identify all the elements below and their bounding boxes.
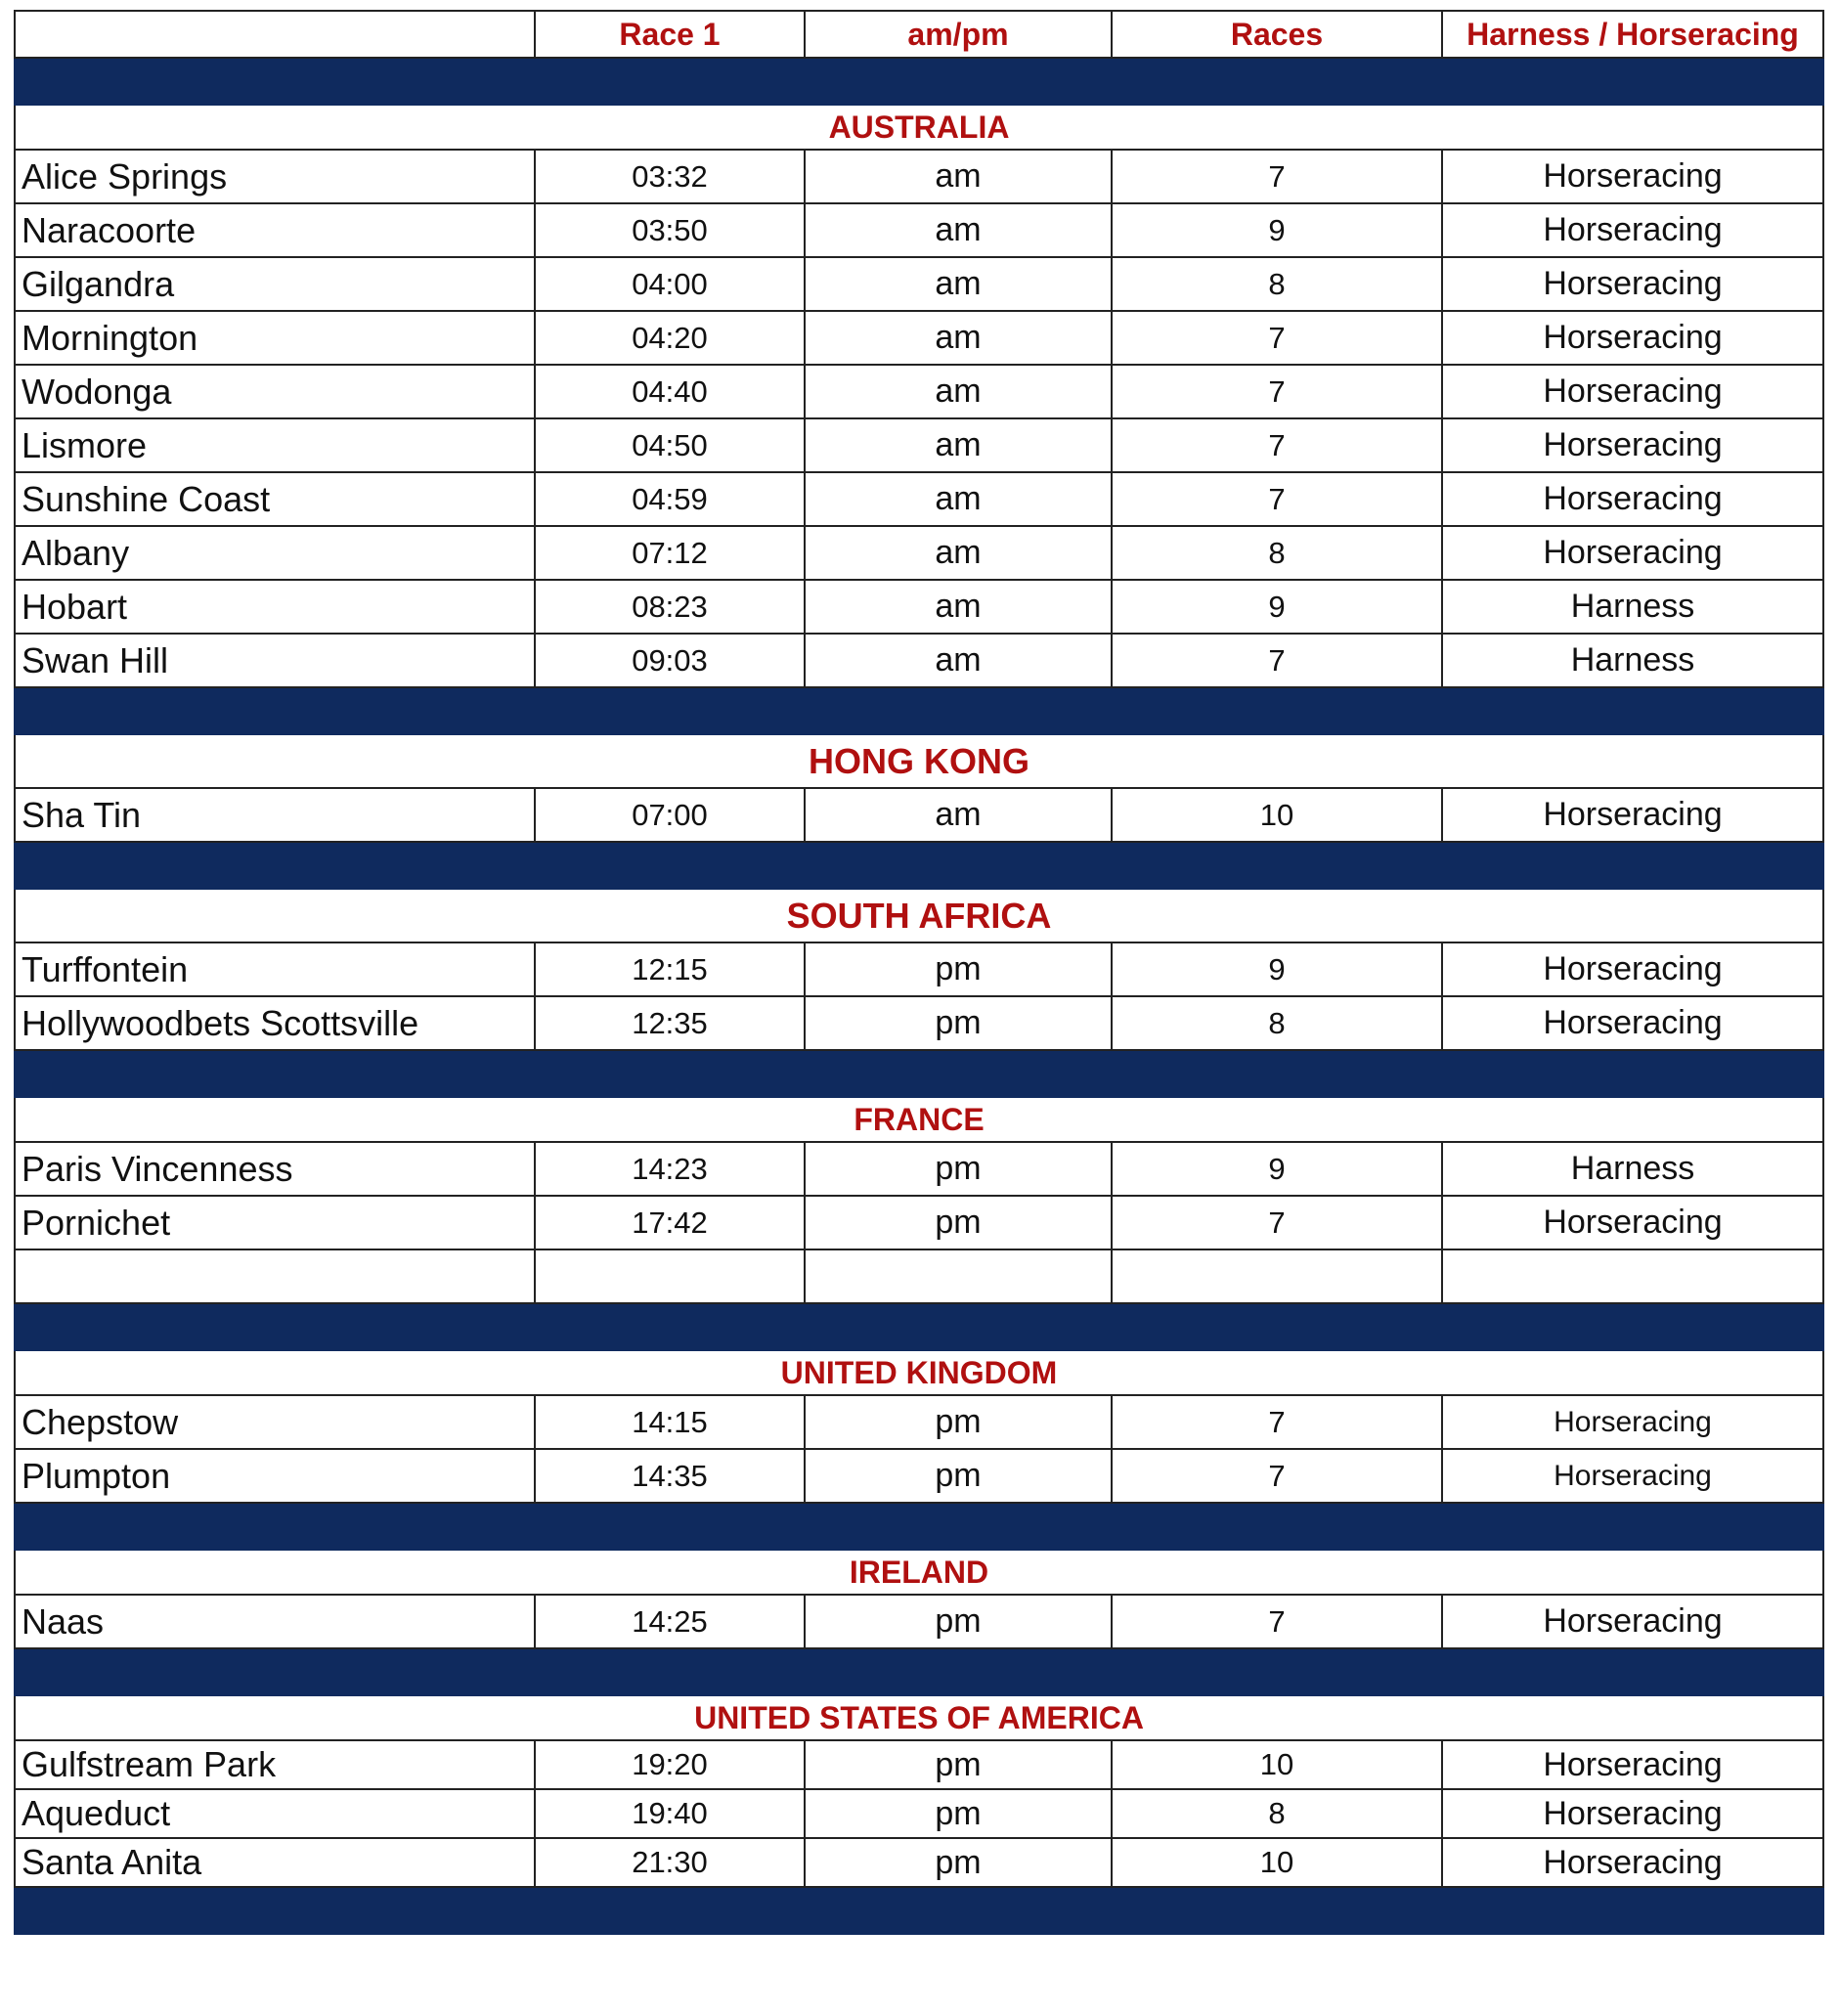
venue-name: Plumpton bbox=[15, 1449, 535, 1503]
am-pm: am bbox=[805, 788, 1112, 842]
race-count: 7 bbox=[1112, 418, 1442, 472]
race-schedule-table bbox=[14, 10, 1824, 1935]
first-race-time: 04:50 bbox=[535, 418, 805, 472]
race-meeting-row bbox=[15, 1449, 1823, 1503]
race-meeting-row bbox=[15, 1838, 1823, 1887]
race-meeting-row bbox=[15, 1595, 1823, 1648]
divider-cell bbox=[15, 1887, 1823, 1934]
first-race-time: 04:59 bbox=[535, 472, 805, 526]
race-meeting-row bbox=[15, 365, 1823, 418]
race-count: 10 bbox=[1112, 788, 1442, 842]
venue-name: Naracoorte bbox=[15, 203, 535, 257]
race-meeting-row bbox=[15, 257, 1823, 311]
venue-name: Sunshine Coast bbox=[15, 472, 535, 526]
section-divider-band bbox=[15, 1503, 1823, 1550]
country-heading-row bbox=[15, 1097, 1823, 1142]
venue-name: Gulfstream Park bbox=[15, 1740, 535, 1789]
country-heading: AUSTRALIA bbox=[15, 105, 1823, 150]
race-type: Harness bbox=[1442, 1142, 1823, 1196]
country-heading: FRANCE bbox=[15, 1097, 1823, 1142]
race-meeting-row bbox=[15, 1740, 1823, 1789]
header-type: Harness / Horseracing bbox=[1442, 11, 1823, 58]
country-heading-row bbox=[15, 1695, 1823, 1740]
race-count: 7 bbox=[1112, 1595, 1442, 1648]
am-pm: am bbox=[805, 150, 1112, 203]
empty-cell bbox=[535, 1249, 805, 1303]
first-race-time: 12:35 bbox=[535, 996, 805, 1050]
venue-name: Hollywoodbets Scottsville bbox=[15, 996, 535, 1050]
am-pm: am bbox=[805, 203, 1112, 257]
am-pm: pm bbox=[805, 1740, 1112, 1789]
country-heading-row bbox=[15, 1350, 1823, 1395]
first-race-time: 07:12 bbox=[535, 526, 805, 580]
race-meeting-row bbox=[15, 203, 1823, 257]
section-divider-band bbox=[15, 1887, 1823, 1934]
country-heading: HONG KONG bbox=[15, 734, 1823, 788]
am-pm: am bbox=[805, 365, 1112, 418]
am-pm: am bbox=[805, 580, 1112, 634]
race-count: 8 bbox=[1112, 996, 1442, 1050]
race-meeting-row bbox=[15, 150, 1823, 203]
first-race-time: 03:32 bbox=[535, 150, 805, 203]
race-count: 10 bbox=[1112, 1838, 1442, 1887]
first-race-time: 17:42 bbox=[535, 1196, 805, 1249]
venue-name: Hobart bbox=[15, 580, 535, 634]
first-race-time: 09:03 bbox=[535, 634, 805, 687]
race-meeting-row bbox=[15, 942, 1823, 996]
header-venue bbox=[15, 11, 535, 58]
race-type: Horseracing bbox=[1442, 311, 1823, 365]
race-count: 7 bbox=[1112, 634, 1442, 687]
race-count: 9 bbox=[1112, 942, 1442, 996]
first-race-time: 04:40 bbox=[535, 365, 805, 418]
race-type: Horseracing bbox=[1442, 942, 1823, 996]
race-count: 8 bbox=[1112, 257, 1442, 311]
race-count: 7 bbox=[1112, 311, 1442, 365]
race-meeting-row bbox=[15, 634, 1823, 687]
race-type: Horseracing bbox=[1442, 788, 1823, 842]
race-meeting-row bbox=[15, 311, 1823, 365]
am-pm: pm bbox=[805, 1789, 1112, 1838]
venue-name: Paris Vincenness bbox=[15, 1142, 535, 1196]
race-meeting-row bbox=[15, 996, 1823, 1050]
race-type: Horseracing bbox=[1442, 1838, 1823, 1887]
first-race-time: 08:23 bbox=[535, 580, 805, 634]
race-meeting-row bbox=[15, 418, 1823, 472]
race-count: 8 bbox=[1112, 526, 1442, 580]
empty-cell bbox=[1442, 1249, 1823, 1303]
venue-name: Sha Tin bbox=[15, 788, 535, 842]
first-race-time: 19:20 bbox=[535, 1740, 805, 1789]
race-meeting-row bbox=[15, 580, 1823, 634]
section-divider-band bbox=[15, 1648, 1823, 1695]
section-divider-band bbox=[15, 687, 1823, 734]
header-ampm: am/pm bbox=[805, 11, 1112, 58]
race-type: Horseracing bbox=[1442, 257, 1823, 311]
race-meeting-row bbox=[15, 1395, 1823, 1449]
section-divider-band bbox=[15, 1303, 1823, 1350]
race-count: 10 bbox=[1112, 1740, 1442, 1789]
race-count: 7 bbox=[1112, 472, 1442, 526]
first-race-time: 03:50 bbox=[535, 203, 805, 257]
first-race-time: 04:00 bbox=[535, 257, 805, 311]
venue-name: Aqueduct bbox=[15, 1789, 535, 1838]
am-pm: pm bbox=[805, 1196, 1112, 1249]
first-race-time: 14:25 bbox=[535, 1595, 805, 1648]
race-type: Horseracing bbox=[1442, 472, 1823, 526]
header-races: Races bbox=[1112, 11, 1442, 58]
race-type: Horseracing bbox=[1442, 1595, 1823, 1648]
first-race-time: 04:20 bbox=[535, 311, 805, 365]
venue-name: Swan Hill bbox=[15, 634, 535, 687]
race-type: Horseracing bbox=[1442, 203, 1823, 257]
race-count: 9 bbox=[1112, 1142, 1442, 1196]
race-type: Horseracing bbox=[1442, 996, 1823, 1050]
race-type: Horseracing bbox=[1442, 365, 1823, 418]
race-type: Harness bbox=[1442, 580, 1823, 634]
divider-cell bbox=[15, 1050, 1823, 1097]
first-race-time: 12:15 bbox=[535, 942, 805, 996]
country-heading: UNITED KINGDOM bbox=[15, 1350, 1823, 1395]
race-type: Horseracing bbox=[1442, 1395, 1823, 1449]
first-race-time: 14:15 bbox=[535, 1395, 805, 1449]
venue-name: Santa Anita bbox=[15, 1838, 535, 1887]
race-meeting-row bbox=[15, 1789, 1823, 1838]
race-count: 9 bbox=[1112, 580, 1442, 634]
header-race1: Race 1 bbox=[535, 11, 805, 58]
am-pm: am bbox=[805, 526, 1112, 580]
am-pm: am bbox=[805, 418, 1112, 472]
venue-name: Mornington bbox=[15, 311, 535, 365]
race-count: 8 bbox=[1112, 1789, 1442, 1838]
divider-cell bbox=[15, 1503, 1823, 1550]
race-type: Horseracing bbox=[1442, 1449, 1823, 1503]
empty-cell bbox=[805, 1249, 1112, 1303]
empty-cell bbox=[15, 1249, 535, 1303]
am-pm: pm bbox=[805, 942, 1112, 996]
venue-name: Wodonga bbox=[15, 365, 535, 418]
first-race-time: 14:35 bbox=[535, 1449, 805, 1503]
race-type: Harness bbox=[1442, 634, 1823, 687]
race-type: Horseracing bbox=[1442, 418, 1823, 472]
am-pm: am bbox=[805, 311, 1112, 365]
am-pm: pm bbox=[805, 1449, 1112, 1503]
am-pm: pm bbox=[805, 1838, 1112, 1887]
am-pm: am bbox=[805, 634, 1112, 687]
first-race-time: 14:23 bbox=[535, 1142, 805, 1196]
divider-cell bbox=[15, 1303, 1823, 1350]
country-heading: SOUTH AFRICA bbox=[15, 889, 1823, 942]
divider-cell bbox=[15, 58, 1823, 105]
am-pm: am bbox=[805, 257, 1112, 311]
section-divider-band bbox=[15, 58, 1823, 105]
first-race-time: 07:00 bbox=[535, 788, 805, 842]
race-meeting-row bbox=[15, 788, 1823, 842]
race-count: 7 bbox=[1112, 150, 1442, 203]
divider-cell bbox=[15, 842, 1823, 889]
race-schedule-body bbox=[15, 11, 1823, 1934]
race-count: 9 bbox=[1112, 203, 1442, 257]
race-meeting-row bbox=[15, 472, 1823, 526]
race-count: 7 bbox=[1112, 1395, 1442, 1449]
header-row bbox=[15, 11, 1823, 58]
first-race-time: 21:30 bbox=[535, 1838, 805, 1887]
venue-name: Pornichet bbox=[15, 1196, 535, 1249]
race-meeting-row bbox=[15, 1142, 1823, 1196]
am-pm: am bbox=[805, 472, 1112, 526]
am-pm: pm bbox=[805, 1142, 1112, 1196]
country-heading-row bbox=[15, 105, 1823, 150]
venue-name: Turffontein bbox=[15, 942, 535, 996]
race-type: Horseracing bbox=[1442, 150, 1823, 203]
race-meeting-row bbox=[15, 526, 1823, 580]
race-type: Horseracing bbox=[1442, 1740, 1823, 1789]
country-heading-row bbox=[15, 734, 1823, 788]
race-count: 7 bbox=[1112, 1449, 1442, 1503]
section-divider-band bbox=[15, 1050, 1823, 1097]
empty-row bbox=[15, 1249, 1823, 1303]
race-type: Horseracing bbox=[1442, 1196, 1823, 1249]
section-divider-band bbox=[15, 842, 1823, 889]
venue-name: Gilgandra bbox=[15, 257, 535, 311]
am-pm: pm bbox=[805, 1595, 1112, 1648]
venue-name: Lismore bbox=[15, 418, 535, 472]
venue-name: Chepstow bbox=[15, 1395, 535, 1449]
country-heading-row bbox=[15, 1550, 1823, 1595]
first-race-time: 19:40 bbox=[535, 1789, 805, 1838]
am-pm: pm bbox=[805, 996, 1112, 1050]
country-heading: UNITED STATES OF AMERICA bbox=[15, 1695, 1823, 1740]
venue-name: Naas bbox=[15, 1595, 535, 1648]
am-pm: pm bbox=[805, 1395, 1112, 1449]
country-heading-row bbox=[15, 889, 1823, 942]
race-type: Horseracing bbox=[1442, 526, 1823, 580]
divider-cell bbox=[15, 1648, 1823, 1695]
race-meeting-row bbox=[15, 1196, 1823, 1249]
venue-name: Alice Springs bbox=[15, 150, 535, 203]
divider-cell bbox=[15, 687, 1823, 734]
race-count: 7 bbox=[1112, 365, 1442, 418]
race-type: Horseracing bbox=[1442, 1789, 1823, 1838]
race-count: 7 bbox=[1112, 1196, 1442, 1249]
venue-name: Albany bbox=[15, 526, 535, 580]
country-heading: IRELAND bbox=[15, 1550, 1823, 1595]
empty-cell bbox=[1112, 1249, 1442, 1303]
